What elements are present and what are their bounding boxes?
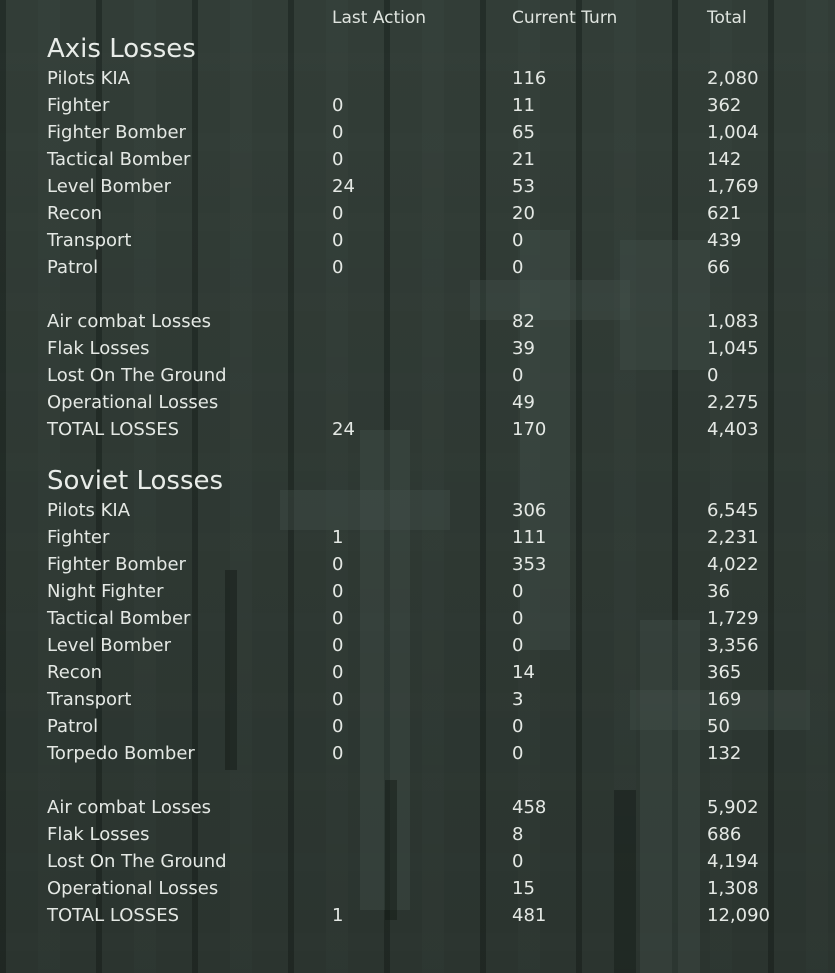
current-turn-value: 111 (512, 527, 547, 548)
table-row (0, 227, 835, 254)
total-value: 0 (707, 365, 719, 386)
total-value: 1,769 (707, 176, 759, 197)
table-row (0, 713, 835, 740)
table-row (0, 821, 835, 848)
row-label: Fighter Bomber (47, 122, 186, 143)
header-last-action: Last Action (332, 8, 427, 28)
total-value: 5,902 (707, 797, 759, 818)
current-turn-value: 21 (512, 149, 535, 170)
table-row (0, 308, 835, 335)
last-action-value: 24 (332, 176, 355, 197)
row-label: Transport (47, 230, 132, 251)
row-label: Fighter (47, 95, 110, 116)
table-row (0, 92, 835, 119)
row-label: Torpedo Bomber (47, 743, 195, 764)
total-value: 132 (707, 743, 742, 764)
row-label: TOTAL LOSSES (47, 419, 180, 440)
table-row (0, 389, 835, 416)
last-action-value: 0 (332, 95, 344, 116)
total-value: 1,729 (707, 608, 759, 629)
row-label: Flak Losses (47, 338, 150, 359)
current-turn-value: 0 (512, 257, 524, 278)
row-label: Recon (47, 203, 103, 224)
row-label: Air combat Losses (47, 797, 212, 818)
header-current-turn: Current Turn (512, 8, 618, 28)
last-action-value: 0 (332, 554, 344, 575)
total-value: 365 (707, 662, 742, 683)
total-value: 4,403 (707, 419, 759, 440)
row-label: Flak Losses (47, 824, 150, 845)
row-label: TOTAL LOSSES (47, 905, 180, 926)
total-value: 2,080 (707, 68, 759, 89)
table-row (0, 497, 835, 524)
current-turn-value: 65 (512, 122, 535, 143)
last-action-value: 0 (332, 635, 344, 656)
row-label: Pilots KIA (47, 68, 131, 89)
table-row (0, 119, 835, 146)
table-row (0, 200, 835, 227)
current-turn-value: 0 (512, 635, 524, 656)
table-row (0, 65, 835, 92)
current-turn-value: 82 (512, 311, 535, 332)
total-value: 2,275 (707, 392, 759, 413)
total-value: 4,194 (707, 851, 759, 872)
row-label: Pilots KIA (47, 500, 131, 521)
last-action-value: 24 (332, 419, 355, 440)
table-row (0, 146, 835, 173)
row-label: Fighter Bomber (47, 554, 186, 575)
current-turn-value: 116 (512, 68, 547, 89)
last-action-value: 0 (332, 581, 344, 602)
total-value: 362 (707, 95, 742, 116)
row-label: Level Bomber (47, 635, 172, 656)
current-turn-value: 306 (512, 500, 547, 521)
row-label: Patrol (47, 257, 99, 278)
table-row (0, 551, 835, 578)
current-turn-value: 353 (512, 554, 547, 575)
last-action-value: 0 (332, 203, 344, 224)
current-turn-value: 170 (512, 419, 547, 440)
table-row (0, 416, 835, 443)
last-action-value: 1 (332, 905, 344, 926)
table-row (0, 605, 835, 632)
current-turn-value: 49 (512, 392, 535, 413)
table-row (0, 524, 835, 551)
current-turn-value: 14 (512, 662, 535, 683)
last-action-value: 0 (332, 743, 344, 764)
total-value: 142 (707, 149, 742, 170)
total-value: 50 (707, 716, 730, 737)
soviet-losses-title: Soviet Losses (47, 466, 224, 496)
row-label: Lost On The Ground (47, 851, 227, 872)
current-turn-value: 0 (512, 716, 524, 737)
table-row (0, 578, 835, 605)
current-turn-value: 0 (512, 608, 524, 629)
current-turn-value: 0 (512, 743, 524, 764)
current-turn-value: 3 (512, 689, 524, 710)
table-row (0, 632, 835, 659)
row-label: Air combat Losses (47, 311, 212, 332)
total-value: 3,356 (707, 635, 759, 656)
row-label: Tactical Bomber (47, 149, 191, 170)
header-total: Total (707, 8, 747, 28)
total-value: 2,231 (707, 527, 759, 548)
table-row (0, 254, 835, 281)
row-label: Operational Losses (47, 878, 219, 899)
row-label: Operational Losses (47, 392, 219, 413)
last-action-value: 1 (332, 527, 344, 548)
last-action-value: 0 (332, 716, 344, 737)
total-value: 686 (707, 824, 742, 845)
table-row (0, 875, 835, 902)
current-turn-value: 11 (512, 95, 535, 116)
table-row (0, 659, 835, 686)
table-row (0, 335, 835, 362)
total-value: 1,004 (707, 122, 759, 143)
current-turn-value: 53 (512, 176, 535, 197)
total-value: 621 (707, 203, 742, 224)
row-label: Night Fighter (47, 581, 164, 602)
total-value: 439 (707, 230, 742, 251)
total-value: 36 (707, 581, 730, 602)
current-turn-value: 481 (512, 905, 547, 926)
table-row (0, 740, 835, 767)
last-action-value: 0 (332, 257, 344, 278)
table-row (0, 686, 835, 713)
total-value: 1,308 (707, 878, 759, 899)
table-row (0, 173, 835, 200)
last-action-value: 0 (332, 662, 344, 683)
row-label: Tactical Bomber (47, 608, 191, 629)
total-value: 1,045 (707, 338, 759, 359)
last-action-value: 0 (332, 149, 344, 170)
table-row (0, 848, 835, 875)
total-value: 6,545 (707, 500, 759, 521)
total-value: 66 (707, 257, 730, 278)
total-value: 1,083 (707, 311, 759, 332)
row-label: Patrol (47, 716, 99, 737)
current-turn-value: 0 (512, 581, 524, 602)
axis-losses-title: Axis Losses (47, 34, 196, 64)
row-label: Fighter (47, 527, 110, 548)
current-turn-value: 458 (512, 797, 547, 818)
current-turn-value: 0 (512, 365, 524, 386)
row-label: Recon (47, 662, 103, 683)
row-label: Transport (47, 689, 132, 710)
row-label: Level Bomber (47, 176, 172, 197)
current-turn-value: 0 (512, 851, 524, 872)
table-row (0, 362, 835, 389)
current-turn-value: 39 (512, 338, 535, 359)
last-action-value: 0 (332, 689, 344, 710)
last-action-value: 0 (332, 230, 344, 251)
current-turn-value: 20 (512, 203, 535, 224)
total-value: 169 (707, 689, 742, 710)
last-action-value: 0 (332, 122, 344, 143)
table-row (0, 794, 835, 821)
total-value: 12,090 (707, 905, 770, 926)
row-label: Lost On The Ground (47, 365, 227, 386)
total-value: 4,022 (707, 554, 759, 575)
current-turn-value: 15 (512, 878, 535, 899)
last-action-value: 0 (332, 608, 344, 629)
table-row (0, 902, 835, 929)
current-turn-value: 0 (512, 230, 524, 251)
current-turn-value: 8 (512, 824, 524, 845)
